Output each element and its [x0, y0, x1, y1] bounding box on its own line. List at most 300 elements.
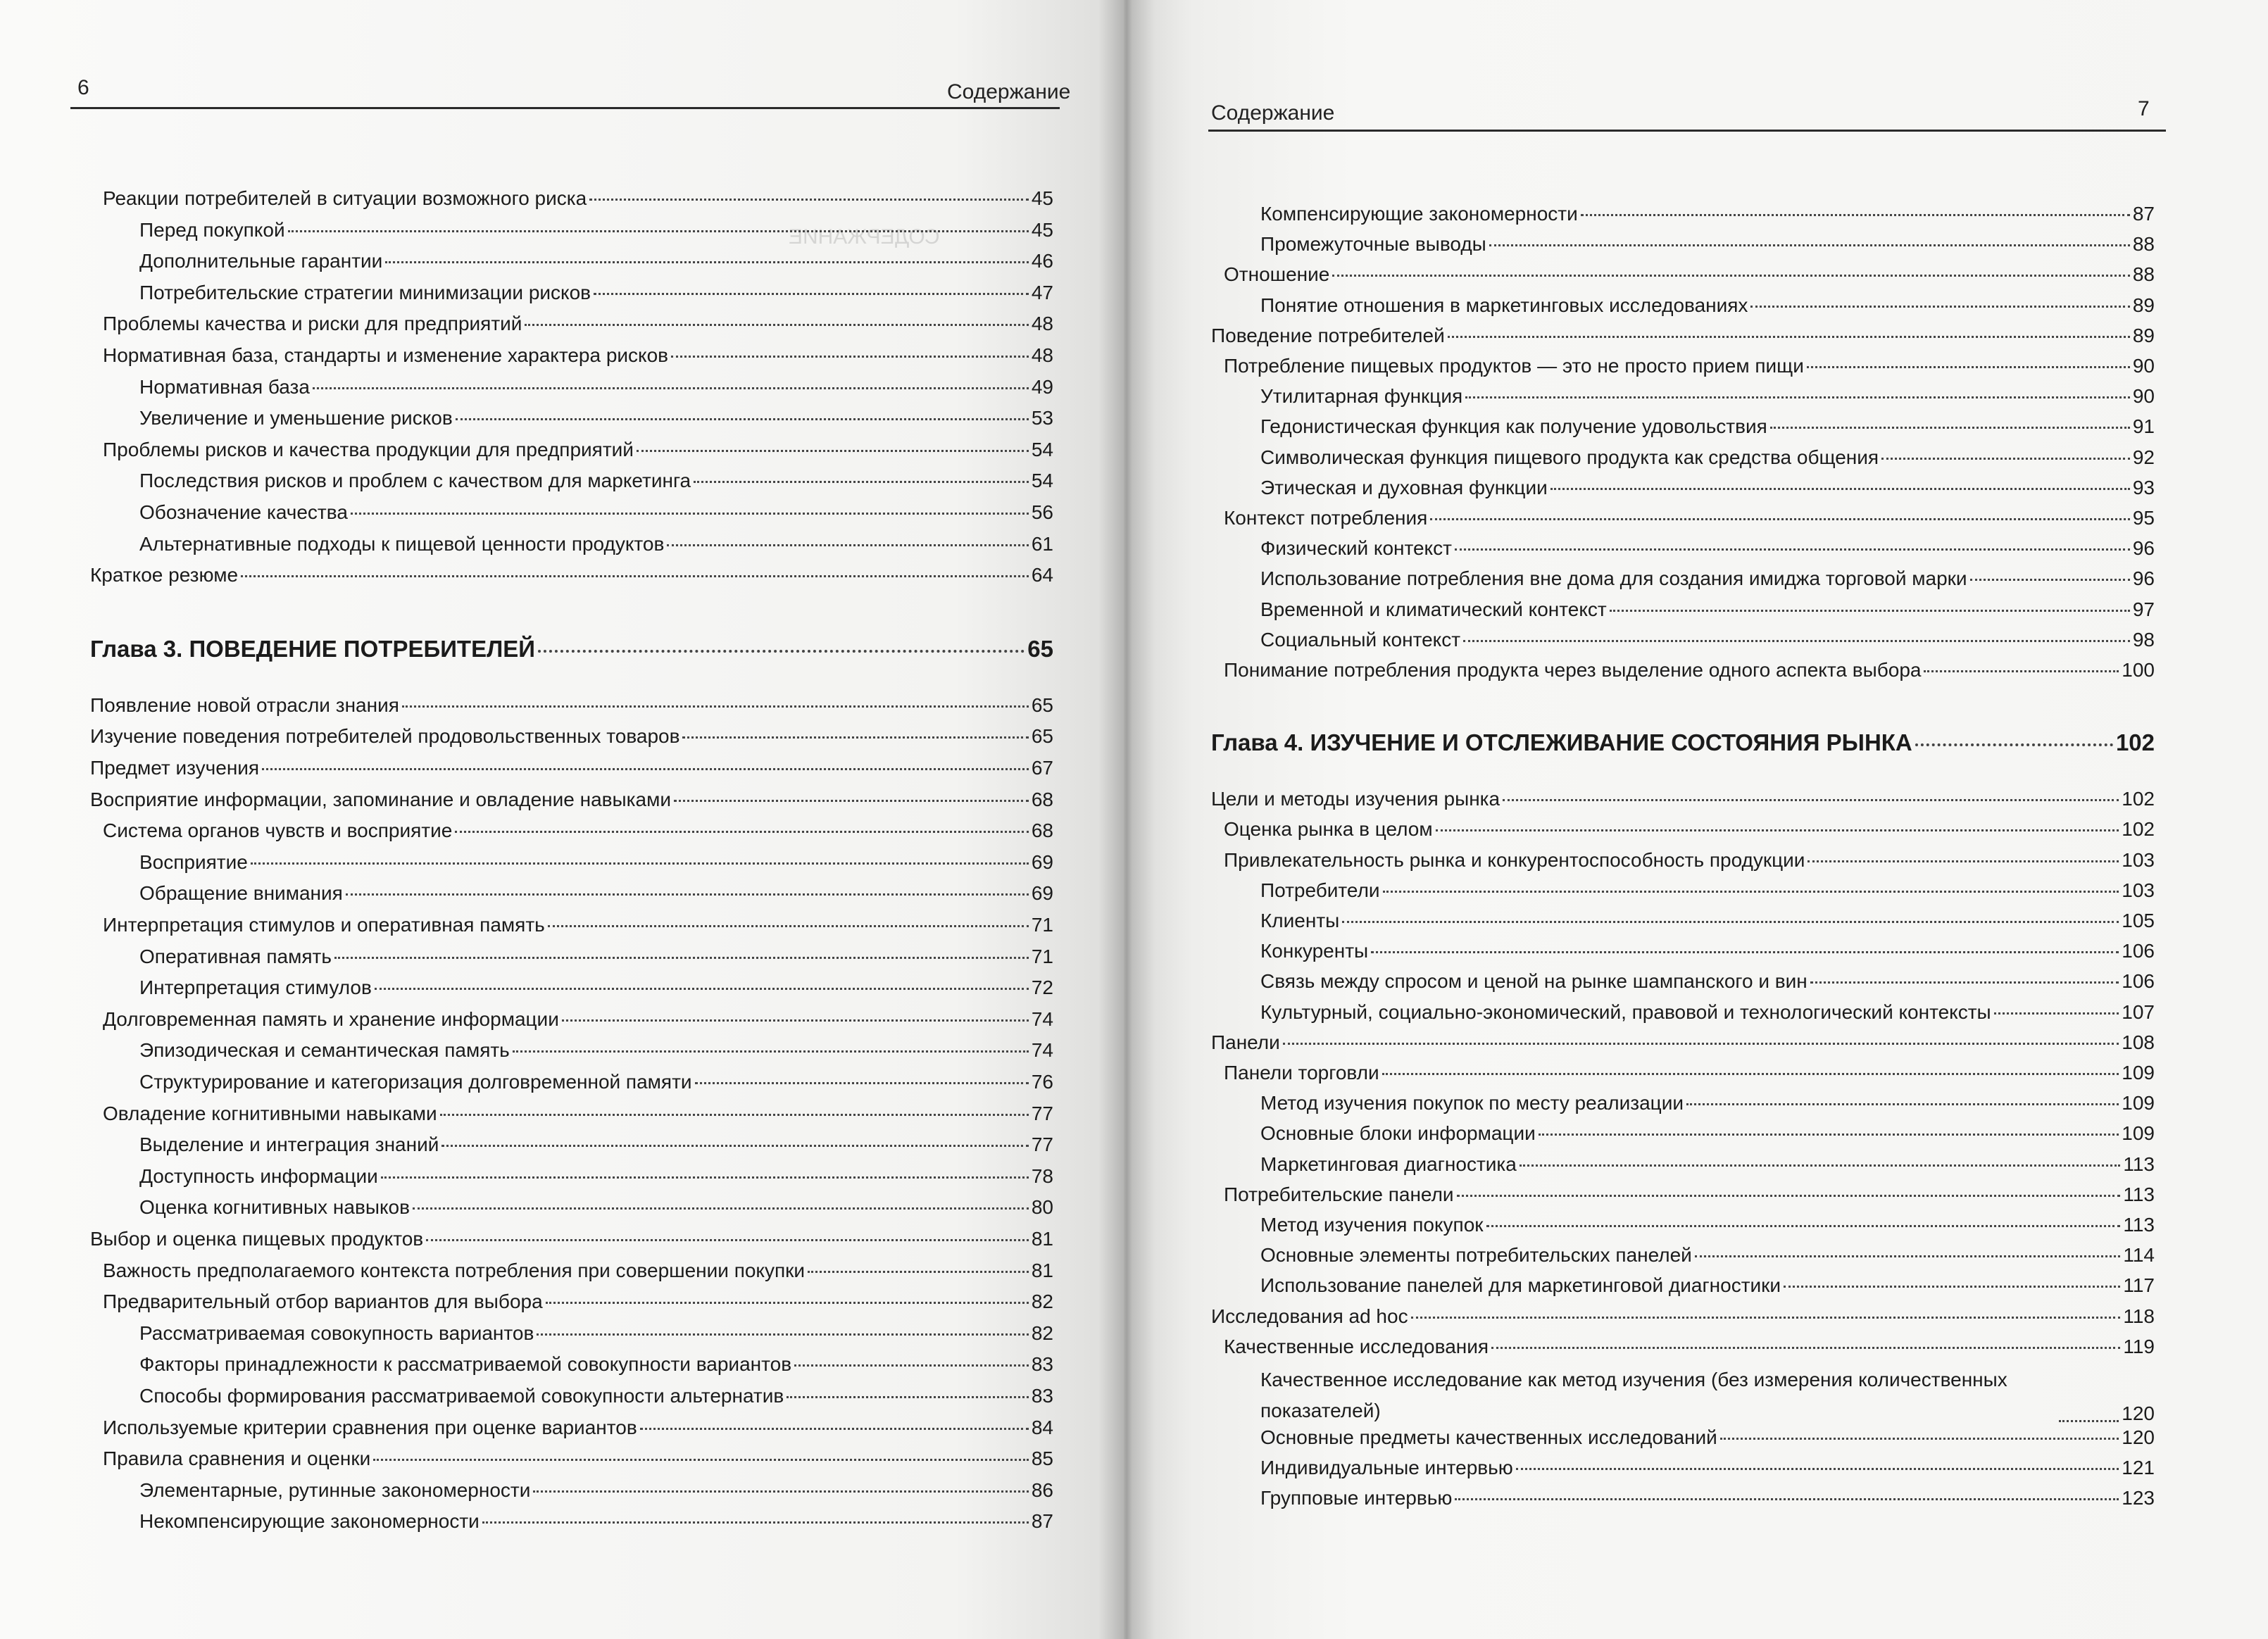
toc-entry-title: Альтернативные подходы к пищевой ценности продуктов [139, 532, 665, 555]
toc-entry [1211, 1243, 2155, 1268]
toc-leader-dots [546, 1302, 1029, 1304]
toc-entry-page: 68 [1031, 788, 1053, 810]
toc-leader-dots [794, 1364, 1029, 1367]
toc-leader-dots [538, 650, 1025, 653]
toc-entry-page: 53 [1031, 407, 1053, 429]
toc-entry-title: Качественные исследования [1224, 1335, 1489, 1357]
toc-entry [90, 1289, 1053, 1314]
toc-leader-dots [1539, 1134, 2119, 1136]
toc-entry-page: 65 [1031, 693, 1053, 716]
toc-entry [1211, 908, 2155, 934]
toc-leader-dots [674, 800, 1029, 802]
toc-entry-page: 74 [1031, 1039, 1053, 1062]
toc-leader-dots [589, 199, 1029, 201]
toc-entry [1211, 323, 2155, 348]
toc-entry-title: Социальный контекст [1260, 628, 1461, 651]
toc-entry-title: Предварительный отбор вариантов для выбора [103, 1291, 543, 1313]
toc-entry-title: Контекст потребления [1224, 507, 1428, 529]
toc-entry-page: 71 [1031, 914, 1053, 936]
toc-entry-page: 54 [1031, 470, 1053, 492]
toc-entry-title: Групповые интервью [1260, 1487, 1453, 1509]
toc-leader-dots [640, 1428, 1029, 1430]
toc-leader-dots [1455, 1498, 2119, 1500]
toc-entry-title: Оценка рынка в целом [1224, 818, 1433, 841]
toc-leader-dots [402, 705, 1029, 708]
toc-entry [1211, 969, 2155, 994]
toc-entry-title: Нормативная база, стандарты и изменение характера рисков [103, 344, 669, 366]
toc-entry [1211, 938, 2155, 964]
toc-entry-page: 56 [1031, 501, 1053, 523]
toc-entry-page: 77 [1031, 1134, 1053, 1156]
toc-entry-page: 69 [1031, 882, 1053, 905]
toc-entry-title: Понятие отношения в маркетинговых исследованиях [1260, 294, 1748, 316]
toc-entry-page: 87 [1031, 1510, 1053, 1533]
toc-leader-dots [682, 736, 1028, 739]
toc-entry [1211, 1273, 2155, 1298]
toc-entry-title: Выбор и оценка пищевых продуктов [90, 1228, 424, 1250]
toc-entry-page: 102 [2115, 729, 2155, 756]
toc-leader-dots [1581, 214, 2130, 216]
toc-leader-dots [1807, 860, 2119, 862]
toc-leader-dots [1610, 610, 2130, 612]
toc-entry-page: 102 [2122, 788, 2155, 810]
toc-entry-page: 106 [2122, 940, 2155, 962]
toc-leader-dots [513, 1050, 1029, 1053]
toc-entry [90, 249, 1053, 274]
toc-leader-dots [537, 1333, 1029, 1336]
toc-entry [90, 1415, 1053, 1440]
toc-entry [90, 1069, 1053, 1095]
toc-entry-title: Нормативная база [139, 375, 310, 398]
left-header-rule [70, 107, 1060, 109]
toc-entry-page: 87 [2132, 203, 2155, 225]
toc-entry-title: Потребители [1260, 879, 1380, 901]
toc-leader-dots [385, 261, 1029, 263]
toc-entry-title: Перед покупкой [139, 218, 285, 241]
toc-entry-page: 113 [2123, 1153, 2155, 1175]
toc-entry [90, 1446, 1053, 1471]
toc-entry [1211, 1060, 2155, 1086]
toc-leader-dots [594, 293, 1029, 295]
toc-entry-title: Эпизодическая и семантическая память [139, 1039, 510, 1062]
toc-entry [90, 437, 1053, 463]
right-page [1124, 0, 2268, 1639]
toc-entry [90, 186, 1053, 211]
toc-entry [1211, 1364, 2155, 1426]
toc-leader-dots [1924, 670, 2119, 672]
toc-entry-page: 88 [2132, 263, 2155, 286]
toc-entry-title: Важность предполагаемого контекста потребления при совершении покупки [103, 1259, 806, 1281]
toc-entry [90, 944, 1053, 969]
toc-entry-title: Символическая функция пищевого продукта как средства общения [1260, 446, 1879, 468]
toc-leader-dots [562, 1019, 1029, 1022]
toc-leader-dots [1332, 275, 2129, 277]
toc-leader-dots [1720, 1438, 2119, 1440]
toc-entry [90, 1195, 1053, 1220]
toc-entry [90, 468, 1053, 494]
left-toc [90, 186, 1053, 1552]
left-page [0, 0, 1124, 1639]
toc-entry-title: Способы формирования рассматриваемой совокупности альтернатив [139, 1385, 784, 1407]
toc-entry-page: 109 [2122, 1092, 2155, 1114]
toc-leader-dots [533, 1490, 1028, 1493]
toc-entry [1211, 817, 2155, 842]
toc-entry-title: Доступность информации [139, 1164, 378, 1187]
toc-leader-dots [456, 418, 1029, 420]
toc-leader-dots [482, 1521, 1029, 1524]
toc-entry [1211, 536, 2155, 561]
toc-leader-dots [1784, 1286, 2120, 1288]
right-page-number: 7 [2138, 97, 2150, 120]
toc-leader-dots [373, 1459, 1029, 1461]
toc-entry [1211, 1334, 2155, 1359]
right-running-header: Содержание [1211, 101, 1335, 125]
toc-entry-page: 61 [1031, 532, 1053, 555]
toc-leader-dots [1810, 981, 2119, 984]
bleed-through-text: СОДЕРЖАНИЕ [789, 225, 940, 249]
toc-entry-title: Интерпретация стимулов и оперативная память [103, 914, 545, 936]
toc-entry [1211, 384, 2155, 409]
toc-entry [1211, 1121, 2155, 1146]
toc-leader-dots [1436, 829, 2119, 831]
toc-entry [90, 787, 1053, 812]
toc-entry-title: Исследования ad hoc [1211, 1305, 1408, 1327]
toc-leader-dots [1520, 1164, 2120, 1167]
toc-entry-title: Отношение [1224, 263, 1330, 286]
toc-entry-page: 117 [2123, 1274, 2155, 1297]
toc-entry [90, 850, 1053, 875]
toc-entry-page: 89 [2132, 324, 2155, 346]
toc-entry [90, 724, 1053, 749]
toc-entry [90, 1258, 1053, 1283]
toc-leader-dots [1970, 579, 2130, 581]
toc-entry-title: Панели [1211, 1031, 1280, 1053]
toc-entry [1211, 1212, 2155, 1238]
toc-entry-title: Конкуренты [1260, 940, 1369, 962]
toc-leader-dots [381, 1176, 1029, 1179]
toc-entry [1211, 658, 2155, 683]
toc-entry [90, 818, 1053, 843]
toc-entry [1211, 1030, 2155, 1055]
toc-entry [90, 1164, 1053, 1189]
toc-entry [90, 1383, 1053, 1409]
toc-entry-title: Краткое резюме [90, 564, 239, 586]
toc-leader-dots [1516, 1468, 2119, 1470]
toc-entry-page: 113 [2123, 1214, 2155, 1236]
toc-entry-title: Предмет изучения [90, 757, 260, 779]
toc-entry-title: Клиенты [1260, 910, 1340, 931]
toc-entry-title: Восприятие информации, запоминание и овладение навыками [90, 788, 671, 810]
toc-leader-dots [1448, 336, 2130, 338]
toc-leader-dots [1455, 548, 2130, 551]
toc-leader-dots [1881, 458, 2130, 460]
toc-entry-title: Маркетинговая диагностика [1260, 1153, 1517, 1175]
toc-leader-dots [671, 356, 1029, 358]
toc-leader-dots [1807, 366, 2130, 368]
toc-entry [1211, 878, 2155, 903]
toc-entry-page: 102 [2122, 818, 2155, 841]
toc-entry-page: 54 [1031, 438, 1053, 460]
toc-leader-dots [1383, 891, 2119, 893]
toc-entry [1211, 1304, 2155, 1329]
toc-entry-page: 83 [1031, 1385, 1053, 1407]
toc-entry-title: Привлекательность рынка и конкурентоспособность продукции [1224, 848, 1805, 871]
toc-leader-dots [1550, 488, 2130, 490]
right-header-rule [1208, 130, 2166, 132]
toc-leader-dots [2059, 1420, 2119, 1422]
toc-entry-page: 98 [2132, 628, 2155, 651]
toc-entry-page: 119 [2123, 1335, 2155, 1357]
toc-entry-title: Индивидуальные интервью [1260, 1457, 1513, 1479]
toc-entry [90, 311, 1053, 337]
toc-entry [1211, 1182, 2155, 1207]
toc-entry-title: Обозначение качества [139, 501, 348, 523]
toc-entry [1211, 597, 2155, 622]
toc-entry-page: 92 [2132, 446, 2155, 468]
toc-entry-title: Рассматриваемая совокупность вариантов [139, 1321, 534, 1344]
toc-entry [1211, 566, 2155, 591]
toc-entry-page: 81 [1031, 1259, 1053, 1281]
toc-entry-title: Промежуточные выводы [1260, 233, 1486, 256]
toc-entry-title: Система органов чувств и восприятие [103, 820, 453, 842]
toc-entry-page: 78 [1031, 1164, 1053, 1187]
toc-entry-page: 95 [2132, 507, 2155, 529]
toc-entry [90, 975, 1053, 1000]
toc-leader-dots [455, 831, 1029, 833]
toc-entry-title: Оценка когнитивных навыков [139, 1196, 410, 1219]
toc-entry-page: 108 [2122, 1031, 2155, 1053]
toc-leader-dots [1342, 921, 2119, 923]
toc-entry [1211, 1425, 2155, 1450]
toc-entry-title: Проблемы рисков и качества продукции для предприятий [103, 438, 634, 460]
toc-entry-page: 106 [2122, 970, 2155, 993]
toc-leader-dots [1686, 1103, 2119, 1105]
toc-entry-title: Потребительские стратегии минимизации рисков [139, 281, 591, 303]
toc-entry-page: 91 [2132, 415, 2155, 438]
toc-leader-dots [667, 544, 1028, 546]
toc-leader-dots [1915, 743, 2113, 746]
toc-entry-title: Основные элементы потребительских панелей [1260, 1244, 1692, 1267]
toc-leader-dots [1503, 799, 2119, 801]
toc-entry-page: 45 [1031, 187, 1053, 209]
toc-entry-title: Основные блоки информации [1260, 1122, 1536, 1145]
toc-entry-title: Компенсирующие закономерности [1260, 203, 1578, 225]
toc-leader-dots [525, 324, 1028, 326]
toc-entry [90, 1509, 1053, 1534]
toc-entry [90, 912, 1053, 938]
toc-entry [1211, 1000, 2155, 1025]
toc-entry-title: Понимание потребления продукта через выделение одного аспекта выбора [1224, 659, 1922, 681]
toc-entry-title: Некомпенсирующие закономерности [139, 1510, 480, 1533]
toc-leader-dots [1463, 640, 2130, 642]
toc-leader-dots [1430, 518, 2130, 520]
toc-leader-dots [262, 768, 1029, 770]
toc-entry [1211, 627, 2155, 653]
toc-entry-title: Обращение внимания [139, 882, 343, 905]
toc-entry-title: Последствия рисков и проблем с качеством для маркетинга [139, 470, 691, 492]
toc-entry-title: Увеличение и уменьшение рисков [139, 407, 453, 429]
toc-entry [90, 881, 1053, 906]
toc-entry-page: 67 [1031, 757, 1053, 779]
toc-entry-page: 96 [2132, 537, 2155, 560]
toc-entry-title: Интерпретация стимулов [139, 977, 372, 999]
toc-entry-page: 46 [1031, 250, 1053, 272]
toc-leader-dots [637, 450, 1029, 452]
toc-entry-title: Связь между спросом и ценой на рынке шампанского и вин [1260, 970, 1807, 993]
toc-entry-page: 90 [2132, 385, 2155, 408]
toc-leader-dots [787, 1396, 1029, 1398]
toc-entry-page: 100 [2122, 659, 2155, 681]
toc-entry [1211, 1152, 2155, 1177]
toc-leader-dots [1491, 1347, 2120, 1349]
toc-leader-dots [426, 1239, 1029, 1241]
toc-leader-dots [351, 513, 1029, 515]
toc-entry [90, 1226, 1053, 1252]
toc-leader-dots [440, 1114, 1029, 1116]
toc-leader-dots [441, 1145, 1028, 1147]
toc-entry [1211, 786, 2155, 812]
toc-chapter-heading [1211, 730, 2155, 755]
toc-entry-title: Потребительские панели [1224, 1183, 1454, 1205]
toc-leader-dots [1283, 1043, 2119, 1045]
toc-entry [90, 563, 1053, 588]
toc-entry-page: 84 [1031, 1416, 1053, 1438]
toc-entry-title: Дополнительные гарантии [139, 250, 383, 272]
toc-entry-title: Гедонистическая функция как получение удовольствия [1260, 415, 1767, 438]
toc-leader-dots [1750, 306, 2129, 308]
toc-leader-dots [1486, 1225, 2121, 1227]
toc-entry-page: 81 [1031, 1228, 1053, 1250]
toc-entry [1211, 201, 2155, 227]
toc-entry-title: Элементарные, рутинные закономерности [139, 1478, 531, 1501]
toc-entry [1211, 414, 2155, 439]
toc-entry [90, 406, 1053, 431]
toc-entry-page: 76 [1031, 1071, 1053, 1093]
toc-entry-title: Изучение поведения потребителей продовольственных товаров [90, 725, 680, 748]
toc-entry-title: Глава 3. ПОВЕДЕНИЕ ПОТРЕБИТЕЛЕЙ [90, 635, 535, 662]
toc-entry-title: Использование панелей для маркетинговой диагностики [1260, 1274, 1781, 1297]
left-page-number: 6 [77, 76, 89, 99]
toc-entry-title: Использование потребления вне дома для создания имиджа торговой марки [1260, 567, 1967, 590]
toc-entry-page: 69 [1031, 850, 1053, 873]
toc-entry [90, 1038, 1053, 1063]
toc-leader-dots [1371, 951, 2119, 953]
toc-leader-dots [288, 230, 1029, 232]
toc-entry-title: Поведение потребителей [1211, 324, 1445, 346]
toc-entry-title: Потребление пищевых продуктов — это не просто прием пищи [1224, 355, 1804, 377]
toc-entry [1211, 445, 2155, 470]
toc-leader-dots [1994, 1012, 2119, 1015]
toc-entry [1211, 505, 2155, 531]
toc-entry-title: Долговременная память и хранение информации [103, 1007, 559, 1030]
toc-entry-title: Этическая и духовная функции [1260, 476, 1548, 498]
toc-entry-title: Реакции потребителей в ситуации возможного риска [103, 187, 587, 209]
toc-leader-dots [1411, 1317, 2121, 1319]
toc-entry-page: 65 [1027, 635, 1053, 662]
toc-leader-dots [1382, 1073, 2119, 1075]
toc-entry-title: Временной и климатический контекст [1260, 598, 1607, 620]
toc-entry [1211, 293, 2155, 318]
toc-leader-dots [241, 575, 1029, 577]
toc-entry-page: 47 [1031, 281, 1053, 303]
toc-entry [90, 1101, 1053, 1126]
toc-entry-title: Физический контекст [1260, 537, 1452, 560]
toc-entry-page: 107 [2122, 1000, 2155, 1023]
toc-entry [1211, 1486, 2155, 1511]
toc-entry-page: 105 [2122, 910, 2155, 931]
toc-entry-title: Появление новой отрасли знания [90, 693, 399, 716]
toc-chapter-heading [90, 636, 1053, 662]
toc-entry-page: 82 [1031, 1291, 1053, 1313]
toc-entry-page: 93 [2132, 476, 2155, 498]
toc-entry-title: Факторы принадлежности к рассматриваемой совокупности вариантов [139, 1353, 792, 1376]
toc-entry-page: 72 [1031, 977, 1053, 999]
toc-entry [1211, 848, 2155, 873]
toc-leader-dots [346, 893, 1029, 896]
toc-entry-page: 109 [2122, 1062, 2155, 1084]
toc-entry-title: Метод изучения покупок [1260, 1214, 1484, 1236]
toc-entry [90, 1321, 1053, 1346]
toc-entry-page: 85 [1031, 1448, 1053, 1470]
toc-entry [90, 1132, 1053, 1157]
toc-entry-page: 120 [2122, 1426, 2155, 1448]
toc-leader-dots [413, 1207, 1029, 1210]
toc-entry-page: 48 [1031, 344, 1053, 366]
toc-entry-page: 90 [2132, 355, 2155, 377]
toc-entry [90, 343, 1053, 368]
toc-leader-dots [1457, 1195, 2121, 1197]
toc-entry-title: Структурирование и категоризация долговременной памяти [139, 1071, 692, 1093]
toc-entry-title: Метод изучения покупок по месту реализации [1260, 1092, 1684, 1114]
left-running-header: Содержание [947, 80, 1071, 103]
toc-entry [90, 280, 1053, 306]
toc-entry-page: 77 [1031, 1102, 1053, 1124]
toc-entry-title: Оперативная память [139, 945, 332, 967]
toc-entry-page: 118 [2123, 1305, 2155, 1327]
toc-entry-page: 120 [2122, 1402, 2155, 1424]
toc-entry-title: Выделение и интеграция знаний [139, 1134, 439, 1156]
toc-entry-page: 65 [1031, 725, 1053, 748]
toc-entry-page: 68 [1031, 820, 1053, 842]
toc-entry [90, 1352, 1053, 1377]
toc-entry-page: 86 [1031, 1478, 1053, 1501]
toc-leader-dots [548, 925, 1029, 927]
toc-entry-page: 89 [2132, 294, 2155, 316]
toc-entry-page: 88 [2132, 233, 2155, 256]
toc-entry-page: 96 [2132, 567, 2155, 590]
toc-entry-page: 80 [1031, 1196, 1053, 1219]
toc-entry-title: Правила сравнения и оценки [103, 1448, 371, 1470]
toc-entry-page: 97 [2132, 598, 2155, 620]
toc-entry-title: Основные предметы качественных исследований [1260, 1426, 1717, 1448]
toc-leader-dots [313, 387, 1029, 389]
toc-entry-title: Культурный, социально-экономический, правовой и технологический контексты [1260, 1000, 1991, 1023]
toc-entry [1211, 232, 2155, 257]
toc-entry-title: Глава 4. ИЗУЧЕНИЕ И ОТСЛЕЖИВАНИЕ СОСТОЯНИЯ РЫНКА [1211, 729, 1912, 756]
toc-entry [90, 693, 1053, 718]
toc-entry-page: 103 [2122, 879, 2155, 901]
toc-leader-dots [695, 1082, 1029, 1084]
toc-entry-page: 82 [1031, 1321, 1053, 1344]
toc-entry-title: Используемые критерии сравнения при оценке вариантов [103, 1416, 637, 1438]
toc-entry-page: 48 [1031, 313, 1053, 335]
toc-entry-title: Утилитарная функция [1260, 385, 1463, 408]
toc-entry-title: Проблемы качества и риски для предприятий [103, 313, 522, 335]
toc-leader-dots [251, 862, 1029, 865]
toc-entry-page: 74 [1031, 1007, 1053, 1030]
toc-entry-title: Овладение когнитивными навыками [103, 1102, 437, 1124]
toc-entry-title: Цели и методы изучения рынка [1211, 788, 1500, 810]
